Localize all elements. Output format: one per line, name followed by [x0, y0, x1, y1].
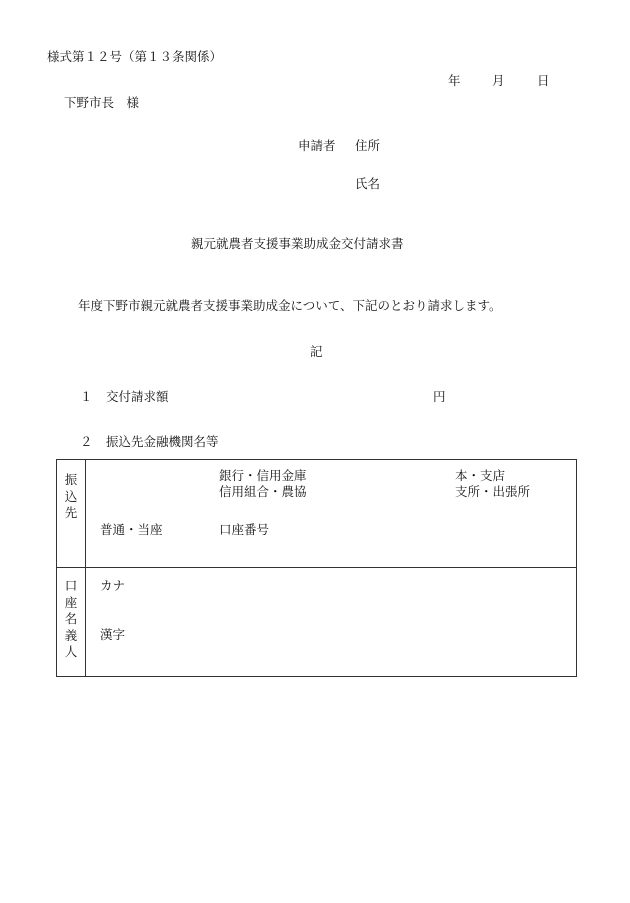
item1-label: 交付請求額 — [106, 389, 169, 404]
table-row-divider — [57, 567, 576, 568]
account-type-label: 普通・当座 — [100, 522, 163, 537]
table-column-divider — [85, 460, 86, 676]
account-number-label: 口座番号 — [219, 522, 270, 537]
body-text: 年度下野市親元就農者支援事業助成金について、下記のとおり請求します。 — [78, 298, 502, 313]
date-year-label: 年 — [448, 73, 461, 88]
date-month-label: 月 — [492, 73, 505, 88]
item2-label: 振込先金融機関名等 — [106, 434, 219, 449]
document-title: 親元就農者支援事業助成金交付請求書 — [191, 236, 404, 251]
applicant-label: 申請者 — [298, 138, 336, 153]
transfer-destination-label: 振 込 先 — [64, 472, 78, 520]
item1-unit: 円 — [433, 389, 446, 404]
form-number: 様式第１２号（第１３条関係） — [47, 49, 223, 64]
item2-number: ２ — [80, 434, 93, 449]
applicant-name-label: 氏名 — [355, 176, 381, 191]
ki-heading: 記 — [310, 344, 323, 359]
date-day-label: 日 — [537, 73, 550, 88]
account-holder-label: 口 座 名 義 人 — [64, 578, 78, 659]
branch-types-line1: 本・支店 — [455, 468, 506, 483]
bank-types-line2: 信用組合・農協 — [219, 484, 307, 499]
applicant-address-label: 住所 — [355, 138, 381, 153]
kana-label: カナ — [100, 578, 126, 593]
item1-number: １ — [80, 389, 93, 404]
addressee: 下野市長 様 — [64, 95, 140, 110]
bank-types-line1: 銀行・信用金庫 — [219, 468, 307, 483]
bank-info-table — [56, 459, 577, 677]
kanji-label: 漢字 — [100, 627, 126, 642]
branch-types-line2: 支所・出張所 — [455, 484, 531, 499]
